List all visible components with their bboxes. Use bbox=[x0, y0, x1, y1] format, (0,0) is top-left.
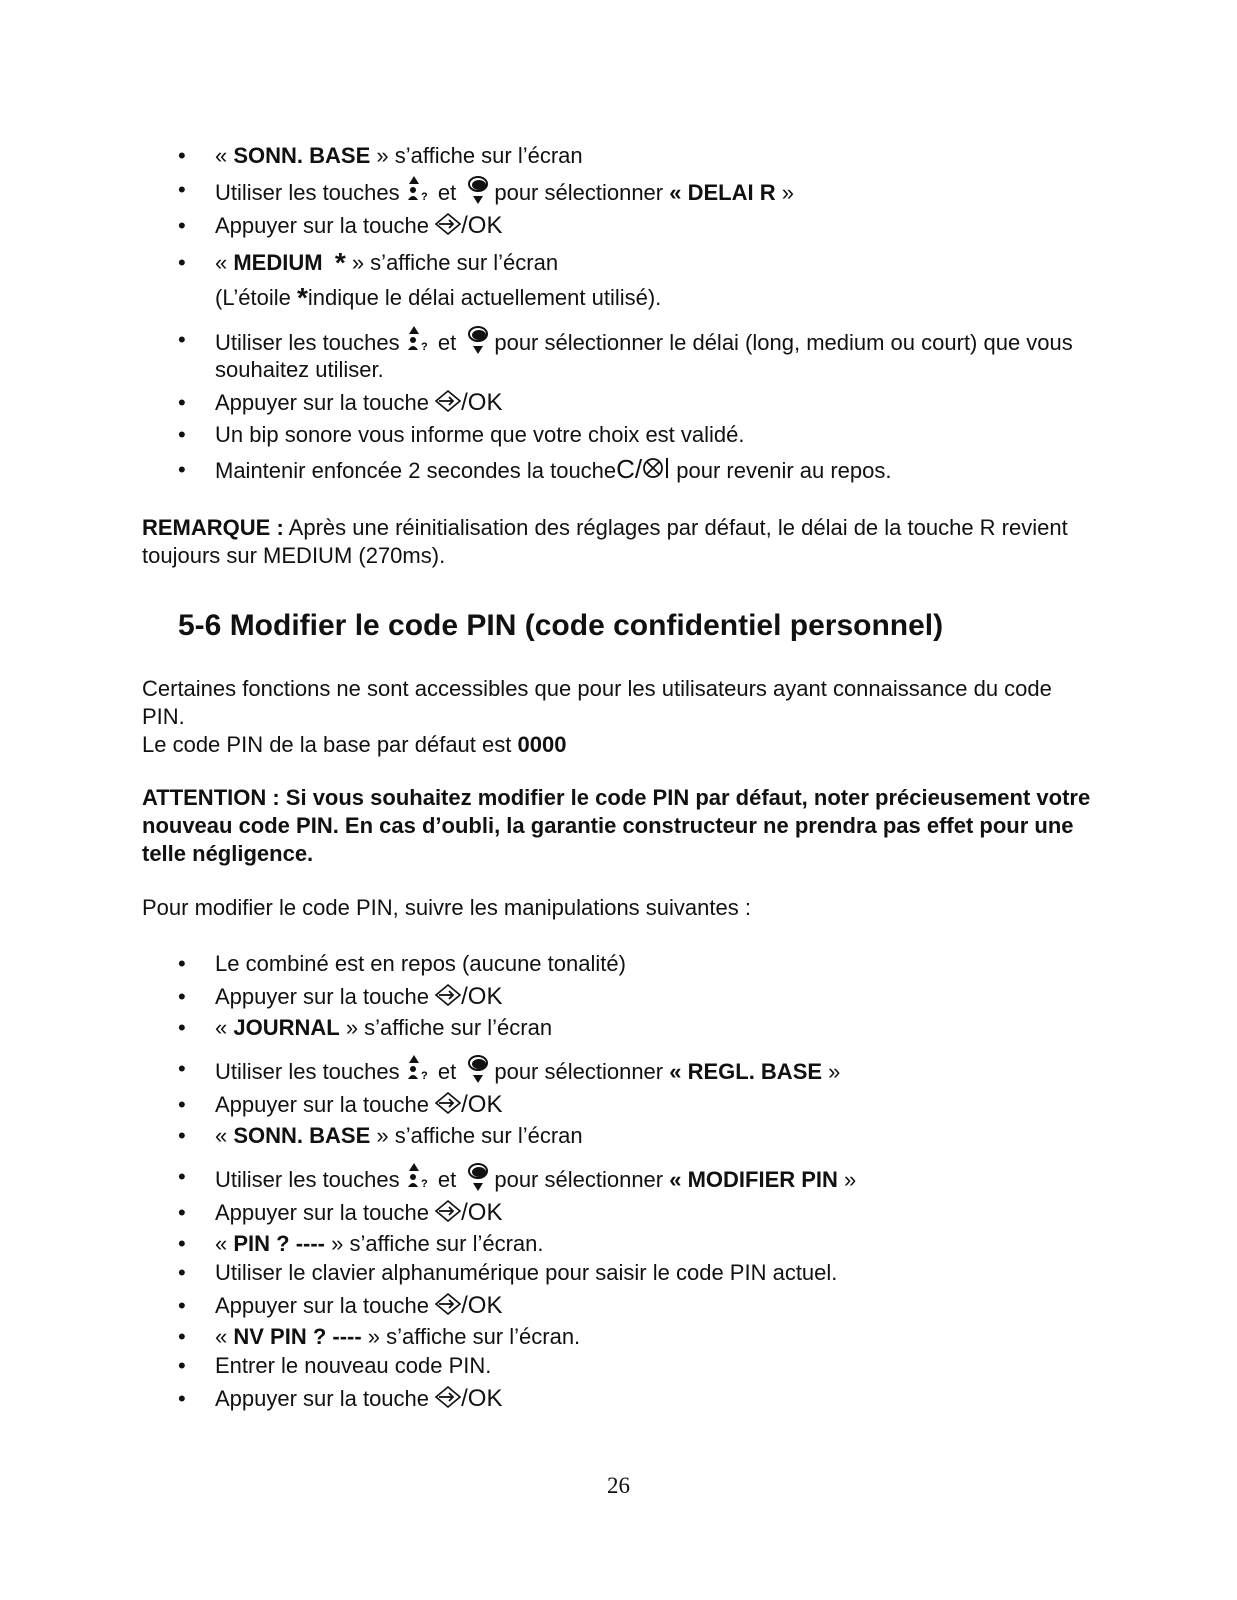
ok-arrow-icon bbox=[435, 1293, 461, 1321]
ok-arrow-icon bbox=[435, 213, 461, 241]
list-item: • Utiliser les touches ? et pour sélectionner « REGL. BASE » bbox=[0, 1055, 1237, 1085]
ok-arrow-icon bbox=[435, 1200, 461, 1228]
list-item-note: (L’étoile *indique le délai actuellement utilisé). bbox=[215, 282, 662, 313]
screen-text: SONN. BASE bbox=[233, 143, 371, 168]
list-item: • Appuyer sur la touche /OK bbox=[0, 983, 1237, 1012]
up-contacts-icon bbox=[408, 1055, 430, 1085]
svg-text:?: ? bbox=[420, 1070, 428, 1082]
down-callog-icon bbox=[464, 1055, 492, 1085]
list-item: • « NV PIN ? ---- » s’affiche sur l’écran. bbox=[0, 1323, 1237, 1350]
svg-text:?: ? bbox=[420, 191, 428, 203]
up-contacts-icon bbox=[408, 176, 430, 206]
down-callog-icon bbox=[464, 326, 492, 356]
attention-warning: ATTENTION : Si vous souhaitez modifier le code PIN par défaut, noter précieusement votre nouveau code PIN. En cas d’oubli, la garantie constructeur ne prendra pas effet pour une telle négligence. bbox=[142, 785, 1091, 866]
list-item: • Utiliser les touches ? et pour sélectionner le délai (long, medium ou court) que vous souhaitez utiliser. bbox=[0, 326, 1237, 383]
c-cancel-icon bbox=[642, 456, 670, 486]
list-item: • « PIN ? ---- » s’affiche sur l’écran. bbox=[0, 1230, 1237, 1257]
ok-arrow-icon bbox=[435, 984, 461, 1012]
ok-key-label: /OK bbox=[461, 212, 503, 239]
page-number: 26 bbox=[607, 1473, 630, 1498]
list-item: • « MEDIUM * » s’affiche sur l’écran bbox=[0, 249, 1237, 276]
down-callog-icon bbox=[464, 1163, 492, 1193]
list-item: • « JOURNAL » s’affiche sur l’écran bbox=[0, 1014, 1237, 1041]
list-item: • Appuyer sur la touche /OK bbox=[0, 1199, 1237, 1228]
list-item: • Utiliser les touches ? et pour sélectionner « MODIFIER PIN » bbox=[0, 1163, 1237, 1193]
remark-label: REMARQUE : bbox=[142, 515, 284, 540]
default-pin: 0000 bbox=[517, 732, 567, 757]
list-item: • « SONN. BASE » s’affiche sur l’écran bbox=[0, 1122, 1237, 1149]
remark-paragraph: REMARQUE : Après une réinitialisation des réglages par défaut, le délai de la touche R revient toujours sur MEDIUM (270ms). bbox=[142, 515, 1068, 568]
list-item: • Appuyer sur la touche /OK bbox=[0, 1091, 1237, 1120]
list-item: • Appuyer sur la touche /OK bbox=[0, 1385, 1237, 1414]
list-item: • Un bip sonore vous informe que votre choix est validé. bbox=[0, 421, 1237, 448]
list-item: • Appuyer sur la touche /OK bbox=[0, 1292, 1237, 1321]
list-item: • Utiliser le clavier alphanumérique pour saisir le code PIN actuel. bbox=[0, 1259, 1237, 1286]
star-marker: * bbox=[334, 247, 346, 278]
up-contacts-icon bbox=[408, 1163, 430, 1193]
pin-steps-list bbox=[0, 950, 1237, 1414]
ok-arrow-icon bbox=[435, 1092, 461, 1120]
ok-arrow-icon bbox=[435, 390, 461, 418]
list-item: • Le combiné est en repos (aucune tonalité) bbox=[0, 950, 1237, 977]
svg-text:?: ? bbox=[420, 341, 428, 353]
list-item: • Maintenir enfoncée 2 secondes la toucheC/ pour revenir au repos. bbox=[0, 456, 1237, 486]
intro-paragraph: Certaines fonctions ne sont accessibles que pour les utilisateurs ayant connaissance du code PIN. Le code PIN de la base par défaut est 0000 bbox=[142, 676, 1052, 757]
list-item: • « SONN. BASE » s’affiche sur l’écran bbox=[0, 142, 1237, 169]
list-item: • Appuyer sur la touche /OK bbox=[0, 212, 1237, 241]
ok-arrow-icon bbox=[435, 1386, 461, 1414]
section-title: 5-6 Modifier le code PIN (code confidentiel personnel) bbox=[178, 609, 944, 642]
c-key-label: C/ bbox=[616, 454, 643, 484]
list-item: • Entrer le nouveau code PIN. bbox=[0, 1352, 1237, 1379]
list-item: • Utiliser les touches ? et pour sélectionner « DELAI R » bbox=[0, 176, 1237, 206]
down-callog-icon bbox=[464, 176, 492, 206]
svg-text:?: ? bbox=[420, 1178, 428, 1190]
delay-steps-list bbox=[0, 142, 1237, 486]
procedure-intro: Pour modifier le code PIN, suivre les manipulations suivantes : bbox=[142, 895, 751, 920]
up-contacts-icon bbox=[408, 326, 430, 356]
list-item: • Appuyer sur la touche /OK bbox=[0, 389, 1237, 418]
